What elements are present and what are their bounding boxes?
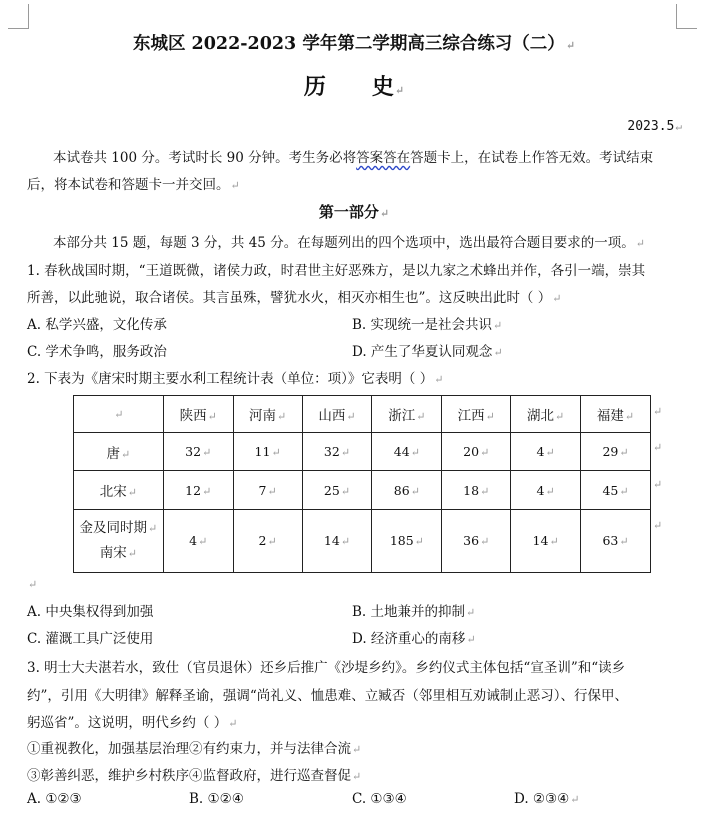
table-cell: 14↵	[302, 510, 372, 573]
q1-option-b: B. 实现统一是社会共识↵	[352, 317, 503, 333]
table-row-label: 北宋↵	[74, 471, 164, 510]
table-cell: 32↵	[163, 433, 233, 471]
exam-title: 东城区 2022-2023 学年第二学期高三综合练习（二）↵	[132, 34, 576, 54]
table-row-end-mark: ↵	[653, 478, 663, 491]
table-header-cell: 湖北↵	[511, 396, 581, 433]
q3-option-a: A. ①②③	[27, 791, 82, 807]
q1-stem-line-2: 所善，以此驰说，取合诸侯。其言虽殊，譬犹水火，相灭亦相生也”。这反映出此时（ ）↵	[27, 290, 562, 306]
table-cell: 63↵	[581, 510, 651, 573]
q3-stem-line-2: 约”，引用《大明律》解释圣谕，强调“尚礼义、恤患难、立臧否（邻里相互劝诫制止恶习）、行保甲、	[27, 688, 629, 704]
q3-statements-3-4: ③彰善纠恶，维护乡村秩序④监督政府，进行巡查督促↵	[27, 768, 362, 784]
table-row-end-mark: ↵	[653, 441, 663, 454]
table-cell: 18↵	[442, 471, 511, 510]
q2-stem: 2. 下表为《唐宋时期主要水利工程统计表（单位：项）》它表明（ ）↵	[27, 371, 444, 387]
table-cell: 29↵	[581, 433, 651, 471]
q3-option-b: B. ①②④	[189, 791, 244, 807]
table-cell: 86↵	[372, 471, 442, 510]
table-header-cell: 山西↵	[302, 396, 372, 433]
table-header-cell: 福建↵	[581, 396, 651, 433]
table-header-cell: 河南↵	[233, 396, 302, 433]
table-cell: 2↵	[233, 510, 302, 573]
table-header-cell: 浙江↵	[372, 396, 442, 433]
table-header-cell: 陕西↵	[163, 396, 233, 433]
q3-stem-line-1: 3. 明士大夫湛若水，致仕（官员退休）还乡后推广《沙堤乡约》。乡约仪式主体包括“宣圣训”和“读乡	[27, 660, 626, 676]
q2-option-c: C. 灌溉工具广泛使用	[27, 631, 154, 647]
blank-paragraph-mark: ↵	[28, 578, 38, 591]
q3-stem-line-3: 躬巡省”。这说明，明代乡约（ ）↵	[27, 715, 238, 731]
part-one-intro: 本部分共 15 题，每题 3 分，共 45 分。在每题列出的四个选项中，选出最符合题目要求的一项。↵	[53, 235, 645, 251]
table-cell: 185↵	[372, 510, 442, 573]
table-header-cell: 江西↵	[442, 396, 511, 433]
crop-mark-top-left	[8, 4, 29, 29]
table-cell: 12↵	[163, 471, 233, 510]
irrigation-stats-table	[73, 395, 651, 573]
table-row-end-mark: ↵	[653, 519, 663, 532]
table-row-label: 金及同时期↵ 南宋↵	[74, 510, 164, 573]
table-cell: 45↵	[581, 471, 651, 510]
exam-date: 2023.5↵	[627, 119, 682, 134]
part-one-heading: 第一部分↵	[318, 203, 390, 221]
q3-option-d: D. ②③④↵	[514, 791, 580, 807]
table-row-end-mark: ↵	[653, 405, 663, 418]
table-cell: 4↵	[511, 433, 581, 471]
crop-mark-top-right	[676, 4, 697, 29]
table-row	[74, 471, 651, 510]
table-cell: 4↵	[511, 471, 581, 510]
table-row	[74, 510, 651, 573]
q3-option-c: C. ①③④	[352, 791, 407, 807]
q2-option-a: A. 中央集权得到加强	[27, 604, 154, 620]
table-cell: 36↵	[442, 510, 511, 573]
table-cell: 44↵	[372, 433, 442, 471]
table-cell: 25↵	[302, 471, 372, 510]
spelling-underline: 答案答在	[356, 150, 411, 166]
table-cell: 11↵	[233, 433, 302, 471]
table-corner-cell: ↵	[74, 396, 164, 433]
q3-statements-1-2: ①重视教化，加强基层治理②有约束力，并与法律合流↵	[27, 741, 362, 757]
table-cell: 4↵	[163, 510, 233, 573]
q1-stem-line-1: 1. 春秋战国时期，“王道既微，诸侯力政，时君世主好恶殊方，是以九家之术蜂出并作，各引一端，崇其	[27, 263, 646, 279]
table-row-label: 唐↵	[74, 433, 164, 471]
table-cell: 32↵	[302, 433, 372, 471]
subject-title: 历 史↵	[303, 74, 405, 100]
q2-option-d: D. 经济重心的南移↵	[352, 631, 476, 647]
q1-option-a: A. 私学兴盛，文化传承	[27, 317, 167, 333]
q2-option-b: B. 土地兼并的抑制↵	[352, 604, 476, 620]
instructions-line-2: 后，将本试卷和答题卡一并交回。↵	[27, 177, 240, 193]
table-header-row	[74, 396, 651, 433]
table-cell: 7↵	[233, 471, 302, 510]
q1-option-d: D. 产生了华夏认同观念↵	[352, 344, 503, 360]
instructions-line-1: 本试卷共 100 分。考试时长 90 分钟。考生务必将答案答在答题卡上，在试卷上作答无效。考试结束	[53, 150, 654, 166]
table-cell: 14↵	[511, 510, 581, 573]
table-row	[74, 433, 651, 471]
q1-option-c: C. 学术争鸣，服务政治	[27, 344, 167, 360]
table-cell: 20↵	[442, 433, 511, 471]
